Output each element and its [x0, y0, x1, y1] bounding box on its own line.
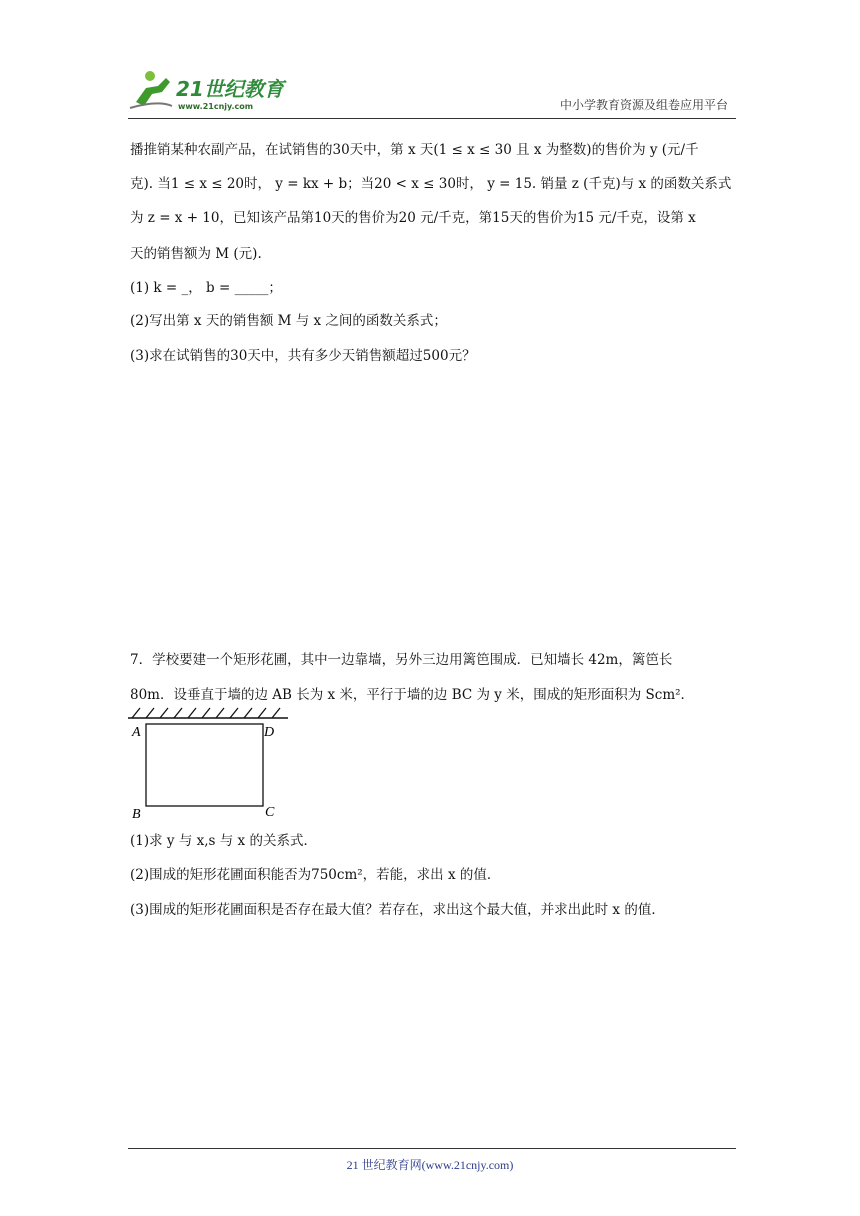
logo-text: 21世纪教育 [176, 77, 284, 101]
page-header [128, 64, 736, 119]
p6-question-3: (3)求在试销售的30天中，共有多少天销售额超过500元？ [130, 348, 476, 364]
label-C: C [265, 805, 275, 820]
p6-line-2: 克). 当1 ≤ x ≤ 20时， y = kx + b；当20 < x ≤ 30时， y = 15. 销量 z (千克)与 x 的函数关系式 [130, 176, 732, 192]
label-B: B [132, 807, 141, 822]
label-D: D [264, 725, 275, 740]
p6-line-3: 为 z = x + 10，已知该产品第10天的售价为20 元/千克，第15天的售价为15 元/千克，设第 x [130, 210, 696, 226]
p6-line-4: 天的销售额为 M (元). [130, 246, 262, 262]
p6-question-2: (2)写出第 x 天的销售额 M 与 x 之间的函数关系式； [130, 313, 447, 329]
logo-21cnjy [128, 66, 298, 114]
runner-icon [130, 71, 172, 108]
label-A: A [132, 725, 141, 740]
p7-question-1: (1)求 y 与 x,s 与 x 的关系式． [130, 833, 317, 849]
footer-rule [128, 1148, 736, 1149]
p7-line-1: 7．学校要建一个矩形花圃，其中一边靠墙，另外三边用篱笆围成．已知墙长 42m，篱笆长 [130, 652, 673, 668]
p7-question-2: (2)围成的矩形花圃面积能否为750cm²，若能，求出 x 的值． [130, 867, 501, 883]
p6-question-1: (1) k = _， b = _____； [130, 280, 282, 296]
footer-text: 21 世纪教育网(www.21cnjy.com) [346, 1158, 514, 1172]
p6-line-1: 播推销某种农副产品，在试销售的30天中，第 x 天(1 ≤ x ≤ 30 且 x 为整数)的售价为 y (元/千 [130, 142, 699, 158]
platform-title: 中小学教育资源及组卷应用平台 [559, 98, 728, 112]
logo-url: www.21cnjy.com [178, 102, 254, 111]
p7-question-3: (3)围成的矩形花圃面积是否存在最大值？若存在，求出这个最大值，并求出此时 x 的值． [130, 902, 665, 918]
p7-line-2: 80m．设垂直于墙的边 AB 长为 x 米，平行于墙的边 BC 为 y 米，围成的矩形面积为 Scm²． [130, 687, 695, 703]
rectangle-garden-figure [128, 704, 298, 824]
garden-rectangle [146, 724, 263, 806]
wall-hatching [132, 708, 280, 718]
